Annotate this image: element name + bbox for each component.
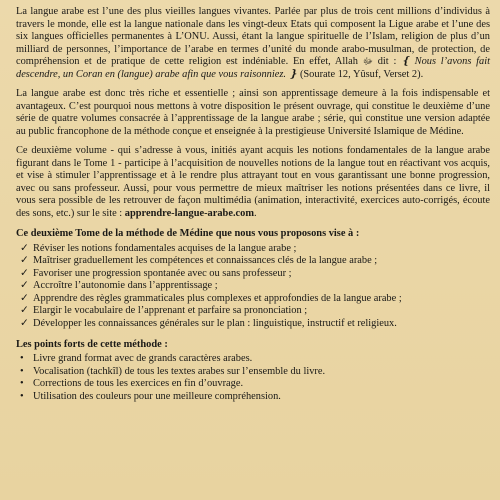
objective-text: Réviser les notions fondamentales acquises de la langue arabe ; (33, 242, 297, 254)
checkmark-icon: ✓ (20, 242, 29, 254)
bullet-icon: • (20, 353, 24, 365)
list-item (20, 268, 490, 281)
checkmark-icon: ✓ (20, 292, 29, 304)
list-item (20, 366, 490, 379)
back-cover-text (16, 6, 490, 404)
list-item (20, 391, 490, 404)
intro-paragraph (16, 6, 490, 81)
checkmark-icon: ✓ (20, 255, 29, 267)
checkmark-icon: ✓ (20, 280, 29, 292)
list-item (20, 305, 490, 318)
quote-open: ❴ (401, 56, 410, 67)
strength-text: Vocalisation (tachkîl) de tous les textes arabes sur l’ensemble du livre. (33, 365, 326, 377)
objective-text: Développer les connaissances générales sur le plan : linguistique, instructif et religieux. (33, 318, 397, 330)
objective-text: Favoriser une progression spontanée avec ou sans professeur ; (33, 267, 292, 279)
objective-text: Apprendre des règles grammaticales plus complexes et approfondies de la langue arabe ; (33, 292, 402, 304)
list-item (20, 318, 490, 331)
checkmark-icon: ✓ (20, 305, 29, 317)
checkmark-icon: ✓ (20, 267, 29, 279)
list-item (20, 280, 490, 293)
objectives-list (16, 243, 490, 331)
objective-text: Accroître l’autonomie dans l’apprentissage ; (33, 280, 218, 292)
objective-text: Maîtriser graduellement les compétences et connaissances clés de la langue arabe ; (33, 255, 378, 267)
strength-text: Livre grand format avec de grands caractères arabes. (33, 353, 253, 365)
list-item (20, 378, 490, 391)
checkmark-icon: ✓ (20, 318, 29, 330)
list-item (20, 293, 490, 306)
strengths-list (16, 353, 490, 403)
objectives-heading: Ce deuxième Tome de la méthode de Médine que nous vous proposons vise à : (16, 228, 360, 239)
objective-text: Elargir le vocabulaire de l’apprenant et parfaire sa prononciation ; (33, 305, 308, 317)
bullet-icon: • (20, 378, 24, 390)
quote-reference: (Sourate 12, Yûsuf, Verset 2). (297, 68, 424, 80)
bullet-icon: • (20, 365, 24, 377)
third-paragraph-end: . (254, 207, 257, 219)
intro-text: La langue arabe est l’une des plus vieilles langues vivantes. Parlée par plus de trois cent millions d’individus à travers le monde, elle est la langue nationale dans les vingt-deux Etats qui composent la Ligue arabe et l’une des six langues officielles permanentes à L’ONU. Aussi, étant la langue spirituelle de l’Islam, religion de plus d’un milliard de personnes, l’importance de l’arabe en termes d’unité du monde arabo-musulman, de protection, de compréhension et de pratique de cette religion est indéniable. En effet, Allah (16, 6, 490, 67)
strength-text: Corrections de tous les exercices en fin d’ouvrage. (33, 378, 244, 390)
list-item (20, 255, 490, 268)
quran-quote: Nous l’avons fait descendre, un Coran en (langue) arabe afin que vous raisonniez. (16, 56, 490, 80)
list-item (20, 243, 490, 256)
second-paragraph: La langue arabe est donc très riche et essentielle ; ainsi son apprentissage demeure à la fois indispensable et avantageux. C’est pourquoi nous mettons à votre disposition le présent ouvrage, qui constitue le deuxième d’une série de quatre volumes consacrée à l’apprentissage de la langue arabe ; série, qui constitue une version adaptée au public francophone de la méthode conçue et enseignée à la prestigieuse Université Islamique de Médine. (16, 88, 490, 137)
quote-close: ❵ (288, 68, 298, 80)
honorific-glyph: ﷻ (362, 57, 373, 67)
website-link[interactable]: apprendre-langue-arabe.com (124, 207, 254, 219)
intro-dit: dit : (372, 56, 402, 67)
third-paragraph (16, 145, 490, 220)
bullet-icon: • (20, 390, 24, 402)
strength-text: Utilisation des couleurs pour une meilleure compréhension. (33, 390, 281, 402)
third-paragraph-text: Ce deuxième volume - qui s’adresse à vous, initiés ayant acquis les notions fondamentales de la langue arabe figurant dans le Tome 1 - participe à l’acquisition de nouvelles notions de la langue tout en réactivant vos acquis, et vise à stimuler l’apprentissage et à le rendre plus attrayant tout en vous garantissant une bonne progression, avec ou sans professeur. Aussi, pour vous permettre de mieux maîtriser les notions présentées dans ce livre, il vous sera possible de les retrouver de façon multimédia (animation, interactivité, exercices auto-corrigés, écoute des sons, etc.) sur le site : (16, 145, 490, 219)
list-item (20, 353, 490, 366)
strengths-heading: Les points forts de cette méthode : (16, 338, 168, 350)
